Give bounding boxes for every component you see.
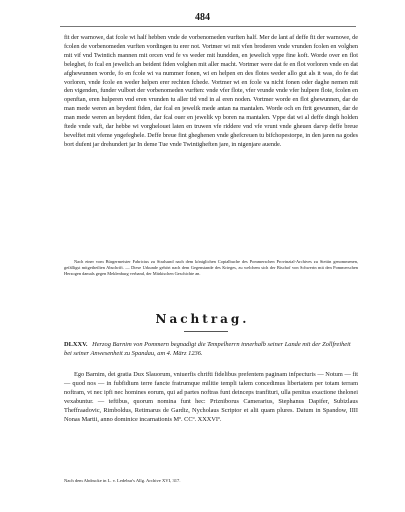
document-number: DLXXV. <box>64 341 88 348</box>
section-title: Nachtrag. <box>155 312 250 326</box>
section-rule <box>184 331 228 332</box>
document-heading <box>64 341 358 359</box>
document-text: Ego Barnim, dei gratia Dux Slauorum, vniuerfis chrifti fidelibus prefentem paginam infpecturis — Notum — fit — quod nos — in fubfidium terre fancte fratrumque militie templi talem concedimus libertatem per totam terram noftram, vt nec ipfi nec homines eorum, qui ad partes noftras funt deinceps tranfituri, ulla penitus exactione thelonei vexabuntur. — teftibus, quorum nomina funt hec: Prizniborus Camerarius, Stephanus Dapifer, Subizlaus Theffraadovic, Rimboldus, Retimarus de Gardiz, Nycholaus Scriptor et alii quam plures. Datum in Spandow, IIII Nonas Martii, anno dominice incarnationis Mº. CCº. XXXVIº. <box>64 371 358 423</box>
document-title: Herzog Barnim von Pommern begnadigt die Tempelherrn innerhalb seiner Lande mit der Zollfreiheit bei seiner Anwesenheit zu Spandau, am 4. März 1236. <box>64 341 351 357</box>
main-paragraph: fit der warnowe, dat fcole wi half hebben vnde de vorbenomeden vurften half. Mer de lant af deffe fit der warnowe, de fcolen de vorbenomeden vurften vordingen tu erer not. Vortmer wi mit vfen broderen vnde vrunden fcolen en volghen mit vif vnd Twintich mannen mit orcen vnd fe vs weder mit hundden, en jewelich vppe fine koft. Worde over en flot beleghet, fo fcal en jewelich an beident fiden volghen mit aller macht. Vortmer were dat fe en flot vorloren vnde en dat afghewunnen worde, fo en fcole wi va nummer fonen, wi en helpen en des flotes weder allo gut als it was, do fe dat vorloren, vnde fcole en weder helpen erer rechten fchede. Vortmer wi en fcole va nicht fonen oder daghe nemen mit den vigenden, funder vulbort der vorbenomeden vurften: vnde vfer flote, vfer vrunde vnde vfer hulpere flote, fcolen en openftan, eren hulperen vnd eren vrunden tu aller tid vnd in al eren noden. Vortmer worde en flot ghewunnen, dar de man mede weren an beydent fiden, dar fcal en jewelik mede antan na mantalen. Worde och en ftrit gewunnen, dar de man mede weren an beydent fiden, dar fcal ouer en jewelik vp boren na mantalen. Vppe dat wi al deffe dingh holden ftede vnde vaft, dar hebbe wi vorghelouet laten en truwen vfe riddere vnd vfe vrunt vnde gheuen darvp deffe breue bevelftet mit vfeme yngefeghele. Deffe breue fint gheghenen vnde ghefcreuen tu bifchopestorpe, in den jaren na godes bort dufent jar drehundert jar In deme Tue vnde Twintigheften jare, in nigenjare auende. <box>64 34 358 148</box>
header-rule <box>60 26 356 27</box>
footnote: Nach einer vom Bürgermeister Fabricius zu Stralsund nach dem königlichen Copialbuche des Pommerschen Provinzial-Archives zu Stettin genommenen, gefälligst mitgetheilten Abschrift. — Diese Urkunde gehört nach dem Gegenstande des Krieges, zu welchem sich der Bischof von Schwerin mit den Pommerschen Herzogen damals gegen Meklenburg verband, der Märkischen Geschichte an. <box>64 259 358 277</box>
document-source: Nach dem Abdrucke in L. v. Ledebur's Allg. Archive XVI, 317. <box>64 478 181 483</box>
page-number: 484 <box>195 12 210 23</box>
